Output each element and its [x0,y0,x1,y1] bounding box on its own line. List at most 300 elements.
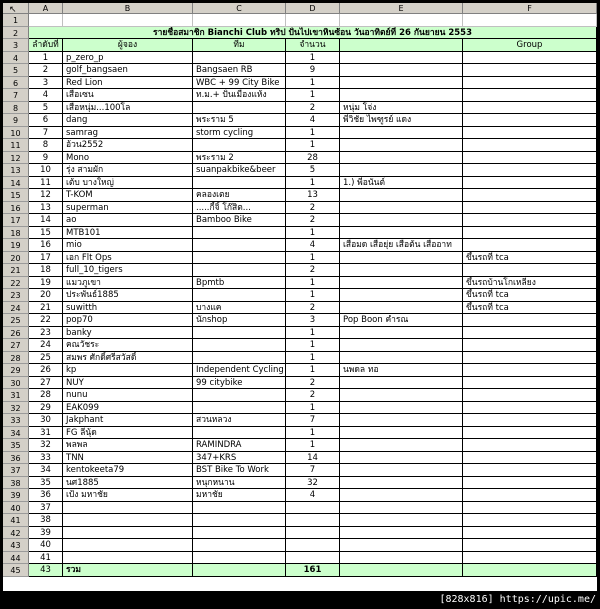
row-header[interactable]: 31 [3,389,29,402]
cell-e[interactable] [340,252,463,265]
cell-team[interactable]: Bangsaen RB [193,64,286,77]
cell-e[interactable] [340,77,463,90]
cell-group[interactable] [463,214,597,227]
cell-count[interactable]: 3 [286,314,340,327]
cell-no[interactable]: 36 [29,489,63,502]
row-header[interactable]: 21 [3,264,29,277]
cell-e[interactable]: นพดล ทอ [340,364,463,377]
cell-team[interactable]: RAMINDRA [193,439,286,452]
total-group[interactable] [463,564,597,577]
row-header[interactable]: 13 [3,164,29,177]
cell-name[interactable]: Jakphant [63,414,193,427]
cell-group[interactable] [463,327,597,340]
cell-e[interactable] [340,477,463,490]
cell-count[interactable] [286,527,340,540]
cell-no[interactable]: 5 [29,102,63,115]
cell-team[interactable] [193,402,286,415]
cell-no[interactable]: 12 [29,189,63,202]
row-header[interactable]: 12 [3,152,29,165]
cell-name[interactable] [63,502,193,515]
cell-team[interactable] [193,139,286,152]
row-header[interactable]: 35 [3,439,29,452]
grid-cell[interactable] [286,14,340,27]
cell-e[interactable] [340,264,463,277]
cell-count[interactable]: 1 [286,289,340,302]
cell-e[interactable] [340,289,463,302]
cell-no[interactable]: 17 [29,252,63,265]
total-team[interactable] [193,564,286,577]
cell-e[interactable] [340,439,463,452]
cell-name[interactable]: kentokeeta79 [63,464,193,477]
row-header[interactable]: 33 [3,414,29,427]
row-header[interactable]: 40 [3,502,29,515]
column-header-f[interactable]: F [463,3,597,14]
cell-e[interactable] [340,89,463,102]
cell-team[interactable] [193,177,286,190]
row-header[interactable]: 24 [3,302,29,315]
header-team[interactable]: ทีม [193,39,286,52]
row-header[interactable]: 8 [3,102,29,115]
header-name[interactable]: ผู้จอง [63,39,193,52]
cell-group[interactable] [463,89,597,102]
cell-e[interactable] [340,327,463,340]
cell-no[interactable]: 2 [29,64,63,77]
cell-e[interactable] [340,502,463,515]
cell-count[interactable]: 2 [286,202,340,215]
cell-group[interactable] [463,552,597,565]
cell-name[interactable]: ประพันธ์1885 [63,289,193,302]
header-group[interactable]: Group [463,39,597,52]
row-header[interactable]: 2 [3,27,29,40]
row-header[interactable]: 15 [3,189,29,202]
column-header-a[interactable]: A [29,3,63,14]
cell-count[interactable]: 1 [286,139,340,152]
cell-group[interactable] [463,427,597,440]
cell-name[interactable]: รุ่ง สามผัก [63,164,193,177]
row-header[interactable]: 32 [3,402,29,415]
cell-team[interactable]: นักshop [193,314,286,327]
cell-name[interactable]: Red Lion [63,77,193,90]
cell-name[interactable]: นศ1885 [63,477,193,490]
row-header[interactable]: 38 [3,477,29,490]
cell-e[interactable] [340,402,463,415]
header-e[interactable] [340,39,463,52]
cell-count[interactable]: 1 [286,177,340,190]
cell-count[interactable]: 28 [286,152,340,165]
cell-no[interactable]: 40 [29,539,63,552]
cell-count[interactable]: 2 [286,302,340,315]
cell-group[interactable]: ขึ้นรถบ้านโกเหลียง [463,277,597,290]
cell-group[interactable] [463,164,597,177]
row-header[interactable]: 30 [3,377,29,390]
cell-name[interactable]: mio [63,239,193,252]
cell-e[interactable] [340,202,463,215]
cell-group[interactable] [463,352,597,365]
cell-team[interactable] [193,252,286,265]
cell-no[interactable]: 20 [29,289,63,302]
row-header[interactable]: 3 [3,39,29,52]
cell-e[interactable] [340,514,463,527]
cell-e[interactable] [340,339,463,352]
cell-name[interactable]: พลพล [63,439,193,452]
cell-count[interactable]: 2 [286,389,340,402]
cell-count[interactable]: 4 [286,489,340,502]
cell-e[interactable]: 1.) พี่อนันต์ [340,177,463,190]
cell-count[interactable]: 1 [286,427,340,440]
cell-group[interactable] [463,402,597,415]
cell-name[interactable]: banky [63,327,193,340]
cell-count[interactable] [286,514,340,527]
header-no[interactable]: ลำดับที่ [29,39,63,52]
cell-name[interactable]: เสือเซน [63,89,193,102]
cell-group[interactable] [463,64,597,77]
cell-name[interactable]: p_zero_p [63,52,193,65]
cell-count[interactable]: 7 [286,414,340,427]
cell-name[interactable]: NUY [63,377,193,390]
cell-group[interactable] [463,452,597,465]
column-header-b[interactable]: B [63,3,193,14]
cell-e[interactable] [340,189,463,202]
cell-name[interactable]: Mono [63,152,193,165]
cell-name[interactable]: FG ลีนุ้ด [63,427,193,440]
title-cell[interactable]: รายชื่อสมาชิก Bianchi Club ทริป ปั่นไปเขาหินซ้อน วันอาทิตย์ที่ 26 กันยายน 2553 [29,27,597,40]
row-header[interactable]: 27 [3,339,29,352]
cell-group[interactable] [463,477,597,490]
cell-e[interactable]: พี่วิชัย ไพฑูรย์ แดง [340,114,463,127]
cell-no[interactable]: 8 [29,139,63,152]
cell-team[interactable] [193,352,286,365]
cell-team[interactable] [193,52,286,65]
cell-group[interactable] [463,102,597,115]
cell-group[interactable] [463,489,597,502]
total-count[interactable]: 161 [286,564,340,577]
cell-count[interactable] [286,539,340,552]
cell-e[interactable] [340,152,463,165]
cell-group[interactable] [463,152,597,165]
cell-e[interactable] [340,164,463,177]
cell-group[interactable] [463,539,597,552]
cell-group[interactable] [463,389,597,402]
cell-e[interactable] [340,214,463,227]
cell-no[interactable]: 22 [29,314,63,327]
row-header[interactable]: 23 [3,289,29,302]
cell-team[interactable]: .....กี้จิ้ โก๊สิต... [193,202,286,215]
cell-no[interactable]: 13 [29,202,63,215]
cell-team[interactable]: พระราม 5 [193,114,286,127]
row-header[interactable]: 25 [3,314,29,327]
cell-e[interactable] [340,414,463,427]
cell-e[interactable]: เสือมด เสือยุ่ย เสือต้น เสืออาท [340,239,463,252]
cell-team[interactable]: มหาชัย [193,489,286,502]
cell-team[interactable]: storm cycling [193,127,286,140]
cell-no[interactable]: 19 [29,277,63,290]
cell-e[interactable]: Pop Boon คำรณ [340,314,463,327]
cell-name[interactable]: T-KOM [63,189,193,202]
row-header[interactable]: 11 [3,139,29,152]
row-header[interactable]: 7 [3,89,29,102]
cell-no[interactable]: 21 [29,302,63,315]
cell-e[interactable] [340,277,463,290]
row-header[interactable]: 22 [3,277,29,290]
cell-e[interactable] [340,489,463,502]
cell-name[interactable]: คณวัชระ [63,339,193,352]
row-header[interactable]: 10 [3,127,29,140]
cell-e[interactable] [340,539,463,552]
cell-group[interactable] [463,202,597,215]
cell-e[interactable] [340,552,463,565]
cell-count[interactable]: 1 [286,364,340,377]
cell-group[interactable] [463,239,597,252]
cell-name[interactable]: เสือหนุ่ม...100โล [63,102,193,115]
grid-cell[interactable] [463,14,597,27]
cell-group[interactable] [463,339,597,352]
row-header[interactable]: 26 [3,327,29,340]
row-header[interactable]: 41 [3,514,29,527]
cell-no[interactable]: 37 [29,502,63,515]
cell-team[interactable]: คลองเตย [193,189,286,202]
cell-count[interactable]: 2 [286,264,340,277]
cell-no[interactable]: 35 [29,477,63,490]
cell-no[interactable]: 33 [29,452,63,465]
cell-team[interactable]: Bpmtb [193,277,286,290]
row-header[interactable]: 42 [3,527,29,540]
cell-count[interactable]: 1 [286,252,340,265]
cell-group[interactable] [463,527,597,540]
cell-no[interactable]: 7 [29,127,63,140]
cell-name[interactable]: เต้บ บางใหญ่ [63,177,193,190]
cell-e[interactable] [340,227,463,240]
cell-count[interactable]: 7 [286,464,340,477]
cell-team[interactable]: Bamboo Bike [193,214,286,227]
cell-group[interactable] [463,364,597,377]
cell-team[interactable]: suanpakbike&beer [193,164,286,177]
cell-group[interactable]: ขึ้นรถที่ tca [463,289,597,302]
cell-e[interactable] [340,52,463,65]
cell-team[interactable] [193,102,286,115]
cell-group[interactable] [463,114,597,127]
cell-group[interactable] [463,139,597,152]
cell-team[interactable]: พระราม 2 [193,152,286,165]
cell-group[interactable] [463,464,597,477]
cell-team[interactable] [193,339,286,352]
cell-count[interactable] [286,502,340,515]
cell-e[interactable] [340,389,463,402]
cell-group[interactable] [463,52,597,65]
cell-name[interactable]: เอก Flt Ops [63,252,193,265]
cell-count[interactable] [286,552,340,565]
cell-no[interactable]: 9 [29,152,63,165]
cell-no[interactable]: 30 [29,414,63,427]
row-header[interactable]: 37 [3,464,29,477]
row-header[interactable]: 20 [3,252,29,265]
cell-count[interactable]: 1 [286,77,340,90]
grid-cell[interactable] [193,14,286,27]
cell-name[interactable]: สมพร ศักดิ์ศรีสวัสดิ์ [63,352,193,365]
cell-group[interactable] [463,189,597,202]
cell-group[interactable]: ขึ้นรถที่ tca [463,302,597,315]
cell-no[interactable]: 16 [29,239,63,252]
row-header[interactable]: 16 [3,202,29,215]
cell-no[interactable]: 31 [29,427,63,440]
cell-name[interactable] [63,552,193,565]
cell-name[interactable]: TNN [63,452,193,465]
row-header[interactable]: 1 [3,14,29,27]
cell-group[interactable] [463,77,597,90]
column-header-d[interactable]: D [286,3,340,14]
cell-count[interactable]: 5 [286,164,340,177]
cell-count[interactable]: 1 [286,352,340,365]
cell-group[interactable] [463,314,597,327]
cell-team[interactable]: BST Bike To Work [193,464,286,477]
cell-no[interactable]: 28 [29,389,63,402]
cell-group[interactable] [463,227,597,240]
cell-no[interactable]: 27 [29,377,63,390]
cell-name[interactable]: suwitth [63,302,193,315]
cell-e[interactable] [340,464,463,477]
cell-name[interactable] [63,539,193,552]
row-header[interactable]: 5 [3,64,29,77]
cell-team[interactable] [193,389,286,402]
cell-name[interactable]: kp [63,364,193,377]
cell-no[interactable]: 32 [29,439,63,452]
cell-name[interactable]: ao [63,214,193,227]
cell-team[interactable]: บางแค [193,302,286,315]
cell-count[interactable]: 1 [286,127,340,140]
cell-group[interactable] [463,264,597,277]
row-header[interactable]: 36 [3,452,29,465]
cell-count[interactable]: 9 [286,64,340,77]
cell-count[interactable]: 4 [286,239,340,252]
cell-group[interactable] [463,502,597,515]
cell-group[interactable] [463,439,597,452]
cell-group[interactable] [463,377,597,390]
cell-team[interactable]: 99 citybike [193,377,286,390]
cell-count[interactable]: 1 [286,52,340,65]
cell-count[interactable]: 1 [286,227,340,240]
cell-name[interactable]: แมวภูเขา [63,277,193,290]
cell-e[interactable] [340,452,463,465]
cell-team[interactable] [193,264,286,277]
cell-name[interactable] [63,527,193,540]
total-no[interactable]: 43 [29,564,63,577]
cell-no[interactable]: 38 [29,514,63,527]
cell-no[interactable]: 15 [29,227,63,240]
cell-count[interactable]: 1 [286,327,340,340]
cell-team[interactable] [193,427,286,440]
cell-count[interactable]: 1 [286,89,340,102]
cell-name[interactable]: MTB101 [63,227,193,240]
cell-team[interactable] [193,514,286,527]
row-header[interactable]: 9 [3,114,29,127]
cell-group[interactable] [463,514,597,527]
row-header[interactable]: 28 [3,352,29,365]
row-header[interactable]: 14 [3,177,29,190]
total-e[interactable] [340,564,463,577]
cell-no[interactable]: 11 [29,177,63,190]
cell-no[interactable]: 41 [29,552,63,565]
cell-team[interactable]: Independent Cycling [193,364,286,377]
cell-name[interactable]: อ้วน2552 [63,139,193,152]
cell-team[interactable] [193,502,286,515]
cell-group[interactable] [463,177,597,190]
row-header[interactable]: 44 [3,552,29,565]
row-header[interactable]: 39 [3,489,29,502]
cell-no[interactable]: 29 [29,402,63,415]
cell-no[interactable]: 10 [29,164,63,177]
cell-team[interactable] [193,552,286,565]
cell-no[interactable]: 23 [29,327,63,340]
cell-team[interactable]: WBC + 99 City Bike [193,77,286,90]
row-header[interactable]: 29 [3,364,29,377]
cell-e[interactable] [340,377,463,390]
cell-name[interactable]: nunu [63,389,193,402]
column-header-c[interactable]: C [193,3,286,14]
cell-team[interactable]: ท.ม.+ ปั่นเมืองแห้ง [193,89,286,102]
row-header[interactable]: 17 [3,214,29,227]
cell-count[interactable]: 4 [286,114,340,127]
cell-team[interactable] [193,239,286,252]
cell-team[interactable]: สวนหลวง [193,414,286,427]
grid-cell[interactable] [340,14,463,27]
cell-count[interactable]: 14 [286,452,340,465]
cell-no[interactable]: 3 [29,77,63,90]
cell-group[interactable]: ขึ้นรถที่ tca [463,252,597,265]
row-header[interactable]: 18 [3,227,29,240]
cell-e[interactable] [340,352,463,365]
grid-cell[interactable] [63,14,193,27]
cell-name[interactable]: superman [63,202,193,215]
row-header[interactable]: 6 [3,77,29,90]
cell-team[interactable] [193,527,286,540]
cell-team[interactable] [193,289,286,302]
cell-team[interactable]: หนุกหนาน [193,477,286,490]
cell-group[interactable] [463,127,597,140]
cell-no[interactable]: 18 [29,264,63,277]
cell-no[interactable]: 24 [29,339,63,352]
cell-e[interactable] [340,127,463,140]
cell-no[interactable]: 4 [29,89,63,102]
cell-count[interactable]: 1 [286,402,340,415]
cell-name[interactable]: pop70 [63,314,193,327]
row-header[interactable]: 43 [3,539,29,552]
cell-no[interactable]: 25 [29,352,63,365]
row-header[interactable]: 19 [3,239,29,252]
cell-count[interactable]: 1 [286,339,340,352]
cell-no[interactable]: 1 [29,52,63,65]
cell-count[interactable]: 2 [286,102,340,115]
cell-e[interactable]: หนุ่ม โจ่ง [340,102,463,115]
cell-no[interactable]: 6 [29,114,63,127]
cell-e[interactable] [340,64,463,77]
cell-name[interactable]: samrag [63,127,193,140]
cell-group[interactable] [463,414,597,427]
cell-count[interactable]: 13 [286,189,340,202]
cell-team[interactable] [193,227,286,240]
cell-name[interactable]: full_10_tigers [63,264,193,277]
cell-e[interactable] [340,302,463,315]
cell-name[interactable]: เป้ง มหาชัย [63,489,193,502]
cell-team[interactable] [193,539,286,552]
row-header[interactable]: 4 [3,52,29,65]
cell-name[interactable]: dang [63,114,193,127]
cell-name[interactable]: golf_bangsaen [63,64,193,77]
cell-e[interactable] [340,139,463,152]
total-label[interactable]: รวม [63,564,193,577]
column-header-e[interactable]: E [340,3,463,14]
cell-e[interactable] [340,527,463,540]
cell-name[interactable] [63,514,193,527]
header-count[interactable]: จำนวน [286,39,340,52]
